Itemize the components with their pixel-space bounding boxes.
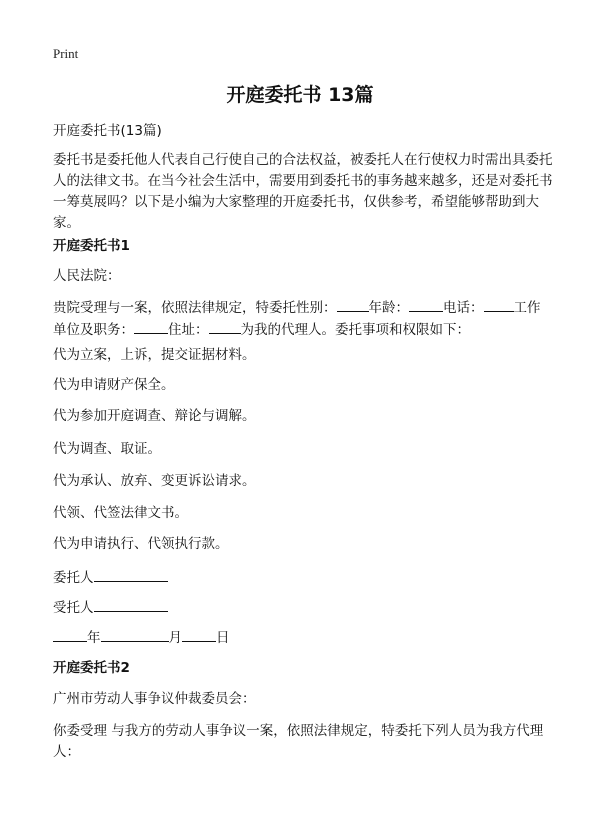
list-item: 代领、代签法律文书。: [53, 505, 188, 521]
agent-blank: [94, 597, 168, 612]
list-item: 代为参加开庭调查、辩论与调解。: [53, 408, 256, 424]
phone-label: 电话：: [443, 300, 484, 316]
section2-body: 你委受理 与我方的劳动人事争议一案，依照法律规定，特委托下列人员为我方代理人：: [53, 723, 544, 760]
agent-label: 受托人: [53, 600, 94, 616]
principal-blank: [94, 567, 168, 582]
document-subtitle: 开庭委托书(13篇): [53, 123, 162, 139]
age-blank: [409, 297, 443, 312]
list-item: 代为立案，上诉，提交证据材料。: [53, 347, 256, 363]
work-blank: [134, 319, 168, 334]
address-blank: [209, 319, 241, 334]
print-link[interactable]: Print: [53, 46, 79, 61]
year-blank: [53, 627, 87, 642]
section1-body-b: 为我的代理人。委托事项和权限如下：: [240, 322, 470, 338]
list-item: 代为申请财产保全。: [53, 377, 175, 393]
age-label: 年龄：: [368, 300, 409, 316]
section1-body: [53, 297, 553, 341]
intro-paragraph: 委托书是委托他人代表自己行使自己的合法权益，被委托人在行使权力时需出具委托人的法律文书。在当今社会生活中，需要用到委托书的事务越来越多，还是对委托书一筹莫展吗？以下是小编为大家整理的开庭委托书，仅供参考，希望能够帮助到大家。: [53, 152, 553, 231]
day-label: 日: [216, 630, 230, 646]
date-line: [53, 627, 553, 649]
month-label: 月: [168, 630, 182, 646]
section2-salutation: 广州市劳动人事争议仲裁委员会：: [53, 691, 256, 707]
month-blank: [101, 627, 169, 642]
list-item: 代为承认、放弃、变更诉讼请求。: [53, 473, 256, 489]
section1-heading: 开庭委托书1: [53, 238, 130, 254]
list-item: 代为调查、取证。: [53, 441, 161, 457]
year-label: 年: [87, 630, 101, 646]
gender-blank: [337, 297, 369, 312]
document-title: 开庭委托书 13篇: [226, 84, 374, 106]
section2-heading: 开庭委托书2: [53, 660, 130, 676]
phone-blank: [484, 297, 514, 312]
agent-line: [53, 597, 553, 619]
principal-label: 委托人: [53, 570, 94, 586]
address-label: 住址：: [168, 322, 209, 338]
list-item: 代为申请执行、代领执行款。: [53, 536, 229, 552]
section1-body-a: 贵院受理与一案，依照法律规定，特委托性别：: [53, 300, 337, 316]
principal-line: [53, 567, 553, 589]
work-label: 工作单位及职务：: [53, 300, 541, 338]
section1-salutation: 人民法院：: [53, 268, 121, 284]
day-blank: [182, 627, 216, 642]
